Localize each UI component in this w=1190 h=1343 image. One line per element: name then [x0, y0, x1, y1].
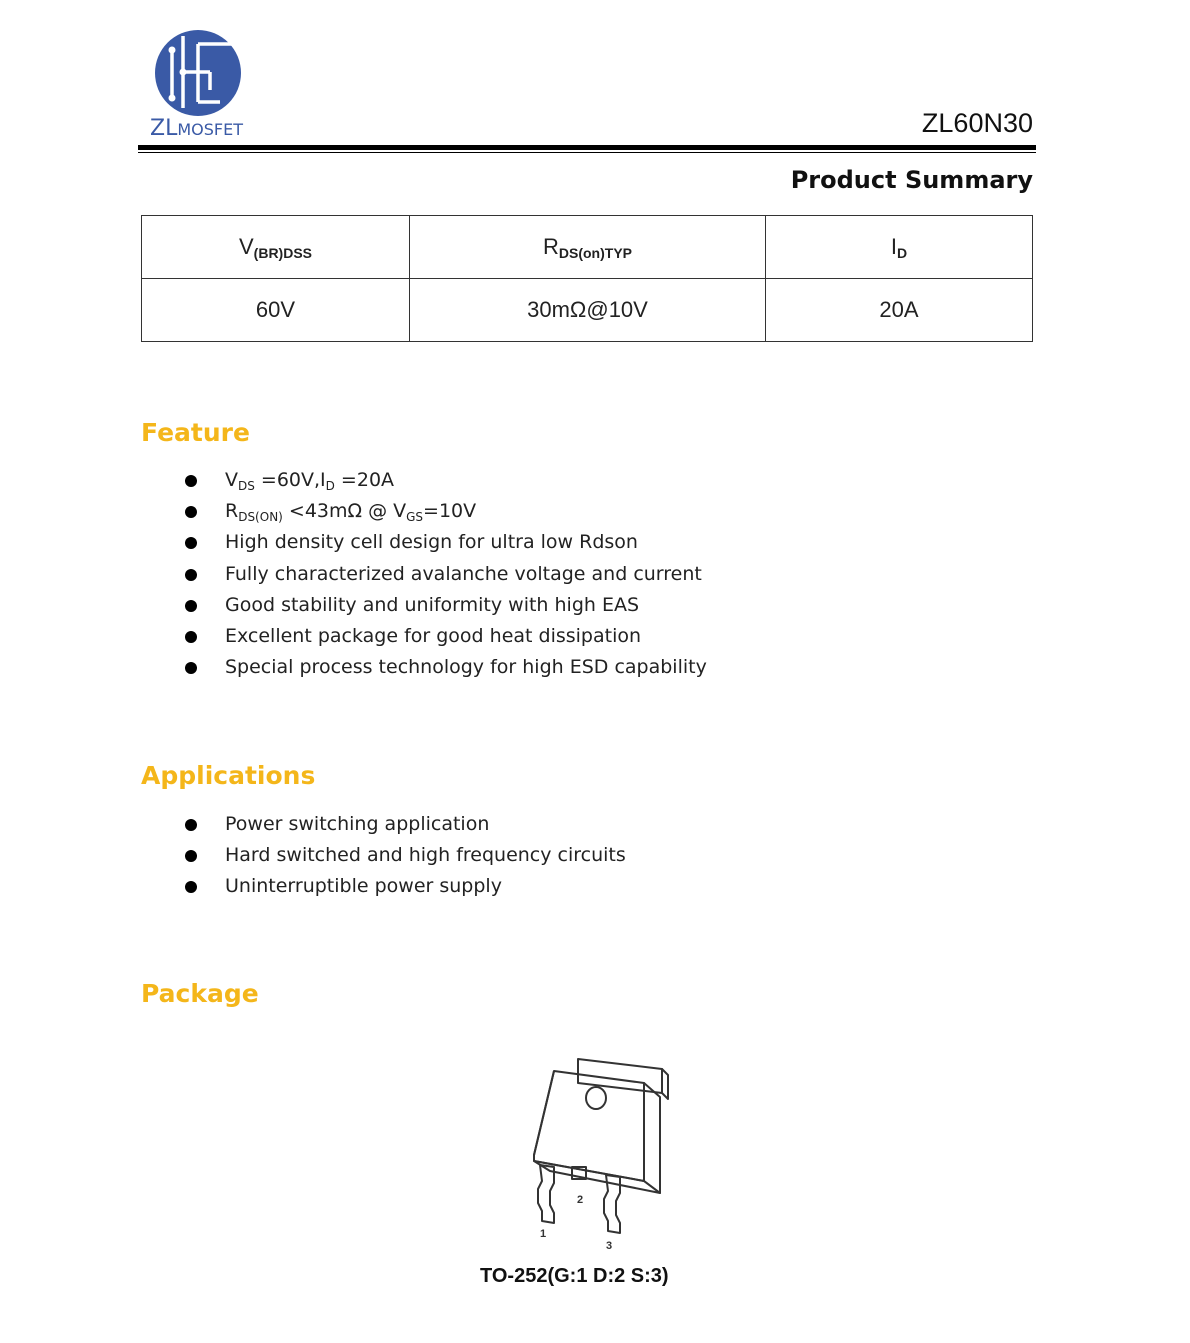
header-rule-thick — [138, 145, 1036, 150]
feature-text: Excellent package for good heat dissipation — [225, 624, 642, 647]
list-item — [185, 496, 707, 527]
summary-header-row — [142, 216, 1033, 279]
value-id: 20A — [766, 279, 1033, 342]
application-text: Uninterruptible power supply — [225, 875, 502, 898]
pin-label-3: 3 — [606, 1240, 613, 1252]
bullet-icon — [185, 631, 197, 643]
list-item — [185, 527, 707, 558]
list-item — [185, 809, 626, 840]
logo-wordmark — [150, 116, 243, 141]
header-rdson — [410, 216, 766, 279]
header-id — [766, 216, 1033, 279]
list-item — [185, 621, 707, 652]
to252-package-drawing — [520, 1055, 680, 1255]
product-summary-table — [141, 215, 1033, 342]
package-caption: TO-252(G:1 D:2 S:3) — [480, 1265, 669, 1287]
feature-text: =20A — [334, 469, 395, 491]
application-text: Hard switched and high frequency circuits — [225, 844, 626, 867]
feature-text: V — [225, 469, 238, 491]
logo-small-text: MOSFET — [177, 120, 243, 139]
bullet-icon — [185, 569, 197, 581]
logo-main-text: ZL — [150, 116, 178, 141]
feature-sub: GS — [406, 510, 424, 525]
feature-text: =60V,I — [254, 469, 326, 491]
feature-text: =10V — [423, 500, 477, 523]
bullet-icon — [185, 850, 197, 862]
pin-label-1: 1 — [540, 1228, 547, 1240]
bullet-icon — [185, 819, 197, 831]
header-vbrdss-main: V — [238, 233, 254, 259]
bullet-icon — [185, 600, 197, 612]
bullet-icon — [185, 881, 197, 893]
applications-title: Applications — [141, 761, 316, 790]
package-title: Package — [141, 979, 259, 1008]
feature-sub: DS(ON) — [238, 510, 283, 525]
feature-text: Special process technology for high ESD capability — [225, 656, 707, 679]
header-rdson-main: R — [543, 233, 559, 259]
feature-text: R — [225, 500, 239, 523]
list-item — [185, 559, 707, 590]
list-item — [185, 652, 707, 683]
list-item — [185, 840, 626, 871]
header-rdson-sub: DS(on)TYP — [558, 244, 632, 261]
feature-title: Feature — [141, 418, 250, 447]
list-item — [185, 465, 707, 496]
application-text: Power switching application — [225, 813, 490, 835]
bullet-icon — [185, 475, 197, 487]
header-rule-thin — [138, 152, 1036, 153]
summary-value-row — [142, 279, 1033, 342]
applications-list — [185, 809, 626, 903]
header-id-sub: D — [897, 244, 908, 261]
header-id-main: I — [890, 233, 897, 259]
pin-label-2: 2 — [577, 1194, 584, 1206]
list-item — [185, 590, 707, 621]
bullet-icon — [185, 506, 197, 518]
feature-sub: DS — [238, 479, 255, 493]
feature-text: High density cell design for ultra low Rdson — [225, 531, 638, 554]
product-summary-title: Product Summary — [790, 166, 1033, 194]
feature-text: <43mΩ @ V — [282, 500, 407, 523]
feature-text: Fully characterized avalanche voltage and current — [225, 562, 702, 585]
part-number: ZL60N30 — [921, 108, 1033, 138]
header-vbrdss — [142, 216, 410, 279]
header-vbrdss-sub: (BR)DSS — [253, 244, 313, 261]
feature-sub: D — [325, 479, 335, 493]
bullet-icon — [185, 537, 197, 549]
bullet-icon — [185, 662, 197, 674]
value-rdson: 30mΩ@10V — [410, 279, 766, 342]
value-vbrdss: 60V — [142, 279, 410, 342]
feature-list — [185, 465, 707, 683]
feature-text: Good stability and uniformity with high EAS — [225, 593, 640, 616]
list-item — [185, 871, 626, 902]
